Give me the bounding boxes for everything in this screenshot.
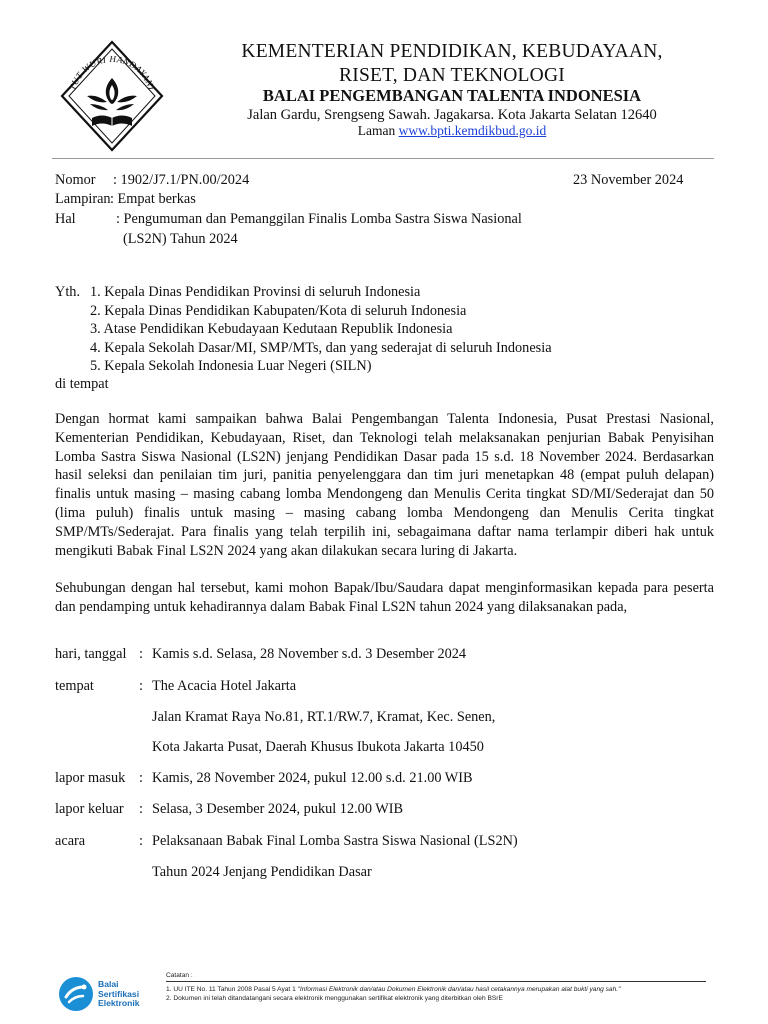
hal-value-line1: : Pengumuman dan Pemanggilan Finalis Lomba Sastra Siswa Nasional — [116, 211, 522, 227]
ministry-line-2: RISET, DAN TEKNOLOGI — [339, 65, 565, 86]
lapor-masuk-label: lapor masuk — [55, 770, 126, 786]
tempat-label: tempat — [55, 678, 94, 694]
colon: : — [139, 801, 143, 817]
footer-note-2: 2. Dokumen ini telah ditandatangani secara elektronik menggunakan sertifikat elektronik yang diterbitkan oleh BSrE — [166, 995, 503, 1002]
website-label: Laman — [357, 123, 396, 138]
tempat-line3: Kota Jakarta Pusat, Daerah Khusus Ibukota Jakarta 10450 — [152, 739, 484, 755]
recipient-item: 4. Kepala Sekolah Dasar/MI, SMP/MTs, dan yang sederajat di seluruh Indonesia — [90, 340, 552, 356]
nomor-value: : 1902/J7.1/PN.00/2024 — [113, 172, 250, 188]
agency-address: Jalan Gardu, Srengseng Sawah. Jagakarsa. Kota Jakarta Selatan 12640 — [247, 107, 657, 123]
nomor-label: Nomor — [55, 172, 96, 188]
bsre-logo-icon — [57, 975, 95, 1013]
acara-line1: Pelaksanaan Babak Final Lomba Sastra Siswa Nasional (LS2N) — [152, 833, 518, 849]
recipient-item: 3. Atase Pendidikan Kebudayaan Kedutaan Republik Indonesia — [90, 321, 453, 337]
footer-divider — [166, 981, 706, 982]
hari-value: Kamis s.d. Selasa, 28 November s.d. 3 Desember 2024 — [152, 646, 467, 662]
body-paragraph-1: Dengan hormat kami sampaikan bahwa Balai Pengembangan Talenta Indonesia, Pusat Prestasi Nasional, Kementerian Pendidikan, Kebudayaan, Riset, dan Teknologi telah melaksanakan penjurian Babak Penyisihan Lomba Sastra Siswa Nasional (LS2N) jenjang Pendidikan Dasar pada 15 s.d. 18 November 2024. Berdasarkan hasil seleksi dan penilaian tim juri, panitia penyelenggara dan tim juri menetapkan 48 (empat puluh delapan) finalis untuk masing – masing cabang lomba Mendongeng dan Menulis Cerita tingkat SD/MI/Sederajat dan 50 (lima puluh) finalis untuk masing – masing cabang lomba Mendongeng dan Menulis Cerita tingkat SMP/MTs/Sederajat. Para finalis yang telah terpilih ini, sebagaimana daftar nama terlampir diberi hak untuk mengikuti Babak Final LS2N 2024 yang akan dilakukan secara luring di Jakarta. — [55, 411, 714, 559]
lapor-keluar-label: lapor keluar — [55, 801, 124, 817]
colon: : — [139, 678, 143, 694]
acara-label: acara — [55, 833, 86, 849]
footer-catatan: Catatan : — [166, 972, 193, 979]
yth-label: Yth. — [55, 284, 81, 300]
website-link[interactable]: www.bpti.kemdikbud.go.id — [398, 123, 547, 138]
acara-line2: Tahun 2024 Jenjang Pendidikan Dasar — [152, 864, 372, 880]
bsre-name — [98, 980, 140, 1009]
body-paragraph-2: Sehubungan dengan hal tersebut, kami mohon Bapak/Ibu/Saudara dapat menginformasikan kepada para peserta dan pendamping untuk kehadirannya dalam Babak Final LS2N tahun 2024 yang dilaksanakan pada, — [55, 580, 714, 615]
website-line — [200, 123, 704, 139]
colon: : — [139, 770, 143, 786]
lapor-keluar-value: Selasa, 3 Desember 2024, pukul 12.00 WIB — [152, 801, 404, 817]
lampiran-label: Lampiran — [55, 191, 111, 207]
letterhead-divider — [52, 158, 714, 159]
hari-label: hari, tanggal — [55, 646, 127, 662]
hal-label: Hal — [55, 211, 76, 227]
lapor-masuk-value: Kamis, 28 November 2024, pukul 12.00 s.d. 21.00 WIB — [152, 770, 473, 786]
tempat-line2: Jalan Kramat Raya No.81, RT.1/RW.7, Kramat, Kec. Senen, — [152, 709, 496, 725]
di-tempat: di tempat — [55, 376, 109, 392]
bsre-line: Balai — [98, 979, 119, 989]
tempat-line1: The Acacia Hotel Jakarta — [152, 678, 297, 694]
letter-date: 23 November 2024 — [573, 172, 684, 188]
recipient-item: 2. Kepala Dinas Pendidikan Kabupaten/Kota di seluruh Indonesia — [90, 303, 467, 319]
bsre-line: Elektronik — [98, 998, 140, 1008]
footer-note-1-prefix: 1. UU ITE No. 11 Tahun 2008 Pasal 5 Ayat 1 — [166, 986, 298, 993]
tut-wuri-handayani-logo — [52, 38, 172, 158]
footer-note-1 — [166, 986, 620, 993]
ministry-name — [200, 40, 704, 88]
logo-motto: TUT WURI HANDAYANI — [67, 53, 157, 92]
recipient-item: 5. Kepala Sekolah Indonesia Luar Negeri (SILN) — [90, 358, 372, 374]
ministry-line-1: KEMENTERIAN PENDIDIKAN, KEBUDAYAAN, — [241, 41, 663, 62]
colon: : — [139, 833, 143, 849]
colon: : — [139, 646, 143, 662]
agency-name: BALAI PENGEMBANGAN TALENTA INDONESIA — [262, 86, 642, 105]
recipient-item: 1. Kepala Dinas Pendidikan Provinsi di seluruh Indonesia — [90, 284, 421, 300]
bsre-line: Sertifikasi — [98, 988, 140, 999]
hal-value-line2: (LS2N) Tahun 2024 — [123, 231, 238, 247]
lampiran-value: : Empat berkas — [110, 191, 196, 207]
footer-note-1-quote: "Informasi Elektronik dan/atau Dokumen Elektronik dan/atau hasil cetakannya merupakan alat bukti yang sah." — [297, 986, 621, 993]
